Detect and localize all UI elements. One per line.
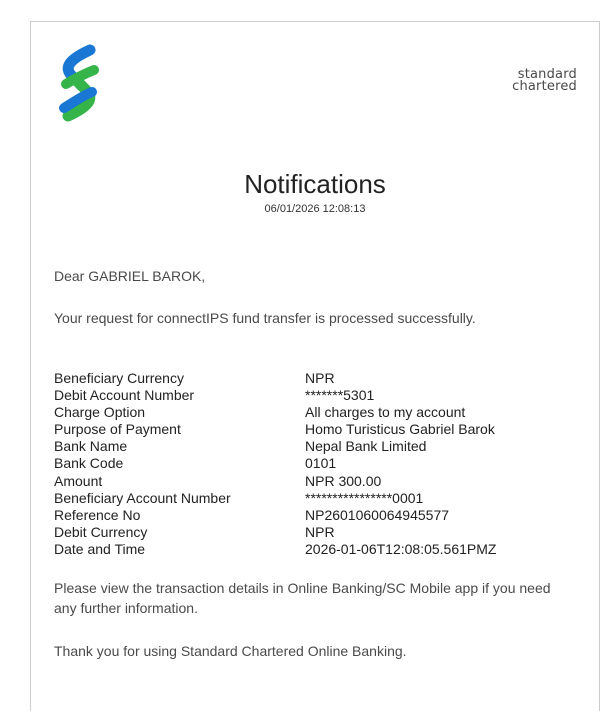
detail-value: NPR	[305, 370, 335, 386]
detail-row	[54, 438, 574, 455]
page-title: Notifications	[244, 169, 386, 199]
info-text: Please view the transaction details in Online Banking/SC Mobile app if you need any further information.	[54, 580, 551, 616]
detail-value: NPR 300.00	[305, 472, 382, 489]
detail-row	[54, 541, 574, 558]
transaction-details	[54, 370, 574, 558]
detail-value: ****************0001	[305, 489, 424, 506]
notification-card	[30, 21, 600, 711]
detail-row	[54, 490, 574, 507]
detail-label: Amount	[54, 472, 103, 489]
wordmark-line-1: standard	[517, 67, 577, 82]
wordmark-line-2: chartered	[512, 79, 577, 94]
greeting-text: Dear GABRIEL BAROK,	[54, 268, 206, 284]
detail-value: Nepal Bank Limited	[305, 438, 427, 455]
detail-value: *******5301	[305, 387, 375, 404]
detail-value: 2026-01-06T12:08:05.561PMZ	[305, 540, 497, 557]
detail-value: NP2601060064945577	[305, 506, 450, 523]
standard-chartered-logo-icon	[54, 44, 104, 122]
detail-row	[54, 473, 574, 490]
detail-value: NPR	[305, 523, 335, 540]
detail-label: Bank Name	[54, 438, 128, 455]
detail-row	[54, 507, 574, 524]
detail-row	[54, 370, 574, 387]
status-message: Your request for connectIPS fund transfer is processed successfully.	[54, 310, 476, 326]
detail-label: Beneficiary Currency	[54, 370, 184, 386]
detail-label: Debit Account Number	[54, 387, 195, 404]
detail-value: 0101	[305, 455, 337, 472]
detail-label: Beneficiary Account Number	[54, 489, 231, 506]
detail-value: All charges to my account	[305, 404, 466, 421]
detail-label: Reference No	[54, 506, 141, 523]
notification-timestamp: 06/01/2026 12:08:13	[264, 203, 366, 215]
detail-label: Date and Time	[54, 540, 146, 557]
detail-row	[54, 404, 574, 421]
detail-row	[54, 421, 574, 438]
detail-label: Debit Currency	[54, 523, 148, 540]
detail-row	[54, 455, 574, 472]
detail-label: Charge Option	[54, 404, 146, 421]
thanks-text: Thank you for using Standard Chartered Online Banking.	[54, 643, 407, 659]
detail-row	[54, 387, 574, 404]
detail-label: Purpose of Payment	[54, 421, 181, 438]
detail-row	[54, 524, 574, 541]
brand-wordmark	[512, 69, 577, 93]
detail-label: Bank Code	[54, 455, 124, 472]
detail-value: Homo Turisticus Gabriel Barok	[305, 421, 495, 438]
